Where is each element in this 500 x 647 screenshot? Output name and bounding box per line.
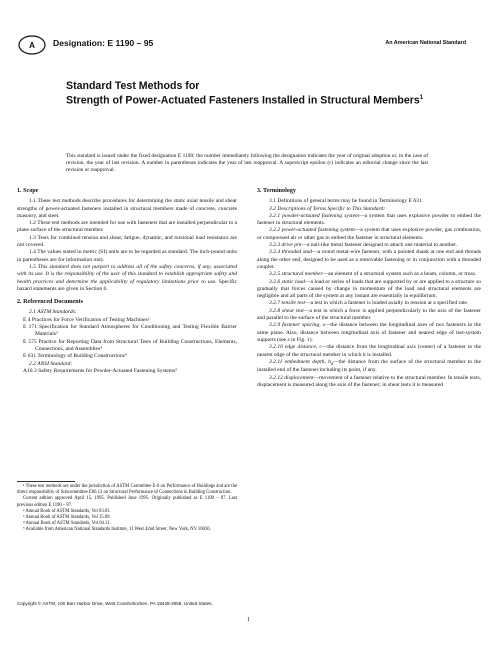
section-refs-heading: 2. Referenced Documents [17, 299, 84, 306]
term-name: 3.2.3 drive pin [269, 242, 302, 249]
term-3-2-label: 3.2 Descriptions of Terms Specific to This Standard: [269, 205, 386, 212]
term-definition: —a load or series of loads that are supported by or are applied to a structure so gradually that forces caused by change in momentum of the load and structural elements are negligible and all parts of the system at any instant are essentially in equilibrium. [257, 278, 481, 300]
ref-a10-3: A10.3 Safety Requirements for Powder-Actuated Fastening Systems⁵ [23, 367, 178, 374]
svg-text:A: A [29, 41, 35, 50]
term-definition: —a round metal-wire fastener, with a pointed shank at one end and threads along the other end, designed to be used as a removable fastening or in conjunction with a threaded coupler. [257, 249, 481, 270]
section-scope-heading: 1. Scope [17, 188, 39, 194]
term-definition: —movement of a fastener relative to the structural member. In tensile tests, displacement is measured along the axis of the fastener; in shear tests it is measured [257, 374, 481, 388]
term-name: 3.2.4 threaded stud [269, 249, 313, 256]
ref-e631: E 631 Terminology of Building Constructions⁴ [23, 353, 127, 360]
term-definition: —a system that uses explosive powder to embed the fastener in structural elements. [257, 212, 482, 227]
title-line-1: Standard Test Methods for [66, 80, 200, 92]
footnote-1: ¹ These test methods are under the jurisdiction of ASTM Committee E-6 on Performance of Buildings and are the direct responsibility of Subcommittee E06.13 on Structural Performance of Connections in Building Construction. [17, 484, 237, 496]
term-3-2-7 [257, 300, 481, 307]
ansi-standard-label [17, 361, 237, 368]
left-column [17, 188, 237, 375]
term-3-2-1 [257, 213, 481, 228]
ansi-standard-label-text: 2.2 ANSI Standard: [29, 360, 73, 367]
astm-standards-label-text: 2.1 ASTM Standards: [29, 309, 77, 316]
page-number: 1 [247, 617, 250, 623]
term-definition: —an element of a structural system such as a beam, column, or truss. [322, 271, 477, 278]
document-title [66, 80, 446, 107]
right-column [257, 188, 481, 389]
term-3-2-4 [257, 249, 481, 271]
term-subscript: d [330, 360, 334, 366]
footnote-divider [17, 481, 75, 482]
term-name: 3.2.6 static load [269, 278, 305, 285]
term-name: 3.2.8 shear test [269, 307, 304, 314]
title-footnote-mark: 1 [419, 95, 424, 101]
section-terminology-heading: 3. Terminology [257, 188, 296, 194]
designation: Designation: E 1190 – 95 [53, 38, 154, 48]
footnote-3: ³ Annual Book of ASTM Standards, Vol 15.09. [23, 515, 111, 521]
astm-standards-label [17, 309, 237, 316]
term-name: 3.2.1 powder-actuated fastening system [269, 212, 360, 219]
term-definition: —a nail-like metal fastener designed to attach one material to another. [301, 242, 458, 249]
term-name: 3.2.5 structural member [269, 271, 323, 278]
term-3-2-11 [257, 359, 481, 375]
term-name: 3.2.12 displacement [269, 374, 314, 381]
title-main: Strength of Power-Actuated Fasteners Installed in Structural Members [66, 94, 420, 107]
term-3-1: 3.1 Definitions of general terms may be found in Terminology E 631. [269, 198, 424, 205]
term-definition: —a system that uses explosive powder, gas combustion, or compressed air or other gas to embed the fastener in structural elements. [257, 227, 481, 241]
term-3-2-5 [257, 271, 481, 278]
ref-e171: E 171 Specification for Standard Atmospheres for Conditioning and Testing Flexible Barrier Materials³ [23, 324, 237, 338]
term-3-2 [257, 206, 481, 213]
term-3-2-8 [257, 308, 481, 323]
standard-type: An American National Standard [385, 40, 466, 46]
scope-1-3: 1.3 Tests for combined tension and shear, fatigue, dynamic, and torsional load resistance are not covered. [17, 234, 237, 249]
term-3-2-6 [257, 279, 481, 301]
term-definition: —the distance from the surface of the structural member to the installed end of the fastener including its point, if any. [257, 358, 482, 374]
scope-1-4: 1.4 The values stated in metric (SI) units are to be regarded as standard. The inch-pound units in parentheses are for information only. [17, 249, 237, 263]
term-name: 3.2.11 embedment depth, h [269, 358, 331, 365]
scope-1-5 [17, 264, 237, 293]
ref-e4: E 4 Practices for Force Verification of Testing Machines² [23, 316, 150, 323]
title-line-2 [66, 92, 446, 107]
hazard-reference: Specific hazard statements are given in Section 6. [17, 278, 237, 292]
scope-1-1: 1.1 These test methods describe procedures for determining the static axial tensile and shear strengths of power-actuated fasteners installed in structural members made of concrete, concrete masonry, and steel. [17, 198, 237, 219]
ref-e575: E 575 Practice for Reporting Data from Structural Tests of Building Constructions, Elements, Connections, and Assemblies⁴ [23, 338, 237, 352]
term-3-2-12 [257, 375, 481, 390]
footnote-5: ⁵ Available from American National Standards Institute, 11 West 42nd Street, New York, NY 10036. [23, 527, 211, 533]
term-name: 3.2.2 power-actuated fastening system [269, 227, 355, 234]
safety-statement: 1.5 This standard does not purport to address all of the safety concerns, if any, associated with its use. It is the responsibility of the user of this standard to establish appropriate safety and health practices and determine the applicability of regulatory limitations prior to use. [17, 263, 237, 285]
scope-1-2: 1.2 These test methods are intended for use with fasteners that are installed perpendicular to a plane surface of the structural member. [17, 220, 237, 234]
term-name: 3.2.10 edge distance, c [269, 344, 322, 351]
term-3-2-10 [257, 344, 481, 359]
term-definition: —a test in which a force is applied perpendicularly to the axis of the fastener and parallel to the surface of the structural member. [257, 307, 481, 322]
footnotes [17, 484, 237, 534]
term-definition: —the distance between the longitudinal axes of two fasteners in the same plane. Also, distance between longitudinal axis of fastener and nearest edge of test-system supports (see s in Fig. 1). [257, 322, 481, 343]
footnote-4: ⁴ Annual Book of ASTM Standards, Vol 04.11. [23, 521, 111, 527]
footnote-1-edition: Current edition approved April 15, 1995. Published June 1995. Originally published as E 1190 – 87. Last previous edition E 1190 – 87. [17, 496, 237, 508]
issuance-notice: This standard is issued under the fixed designation E 1190; the number immediately following the designation indicates the year of original adoption or, in the case of revision, the year of last revision. A number in parentheses indicates the year of last reapproval. A superscript epsilon (ε) indicates an editorial change since the last revision or reapproval. [66, 153, 428, 174]
astm-logo-icon [18, 35, 46, 55]
term-name: 3.2.7 tensile test [269, 300, 306, 307]
term-3-2-9 [257, 322, 481, 344]
term-3-2-2 [257, 227, 481, 242]
term-definition: —a test in which a fastener is loaded axially in tension at a specified rate. [305, 300, 469, 307]
term-definition: —the distance from the longitudinal axis (center) of a fastener to the nearest edge of the structural member in which it is installed. [257, 344, 481, 358]
footnote-2: ² Annual Book of ASTM Standards, Vol 03.01. [23, 508, 111, 514]
term-name: 3.2.9 fastener spacing, s [269, 322, 325, 329]
copyright-notice: Copyright © ASTM, 100 Barr Harbor Drive, West Conshohocken, PA 19428-2959, United States. [17, 601, 213, 606]
